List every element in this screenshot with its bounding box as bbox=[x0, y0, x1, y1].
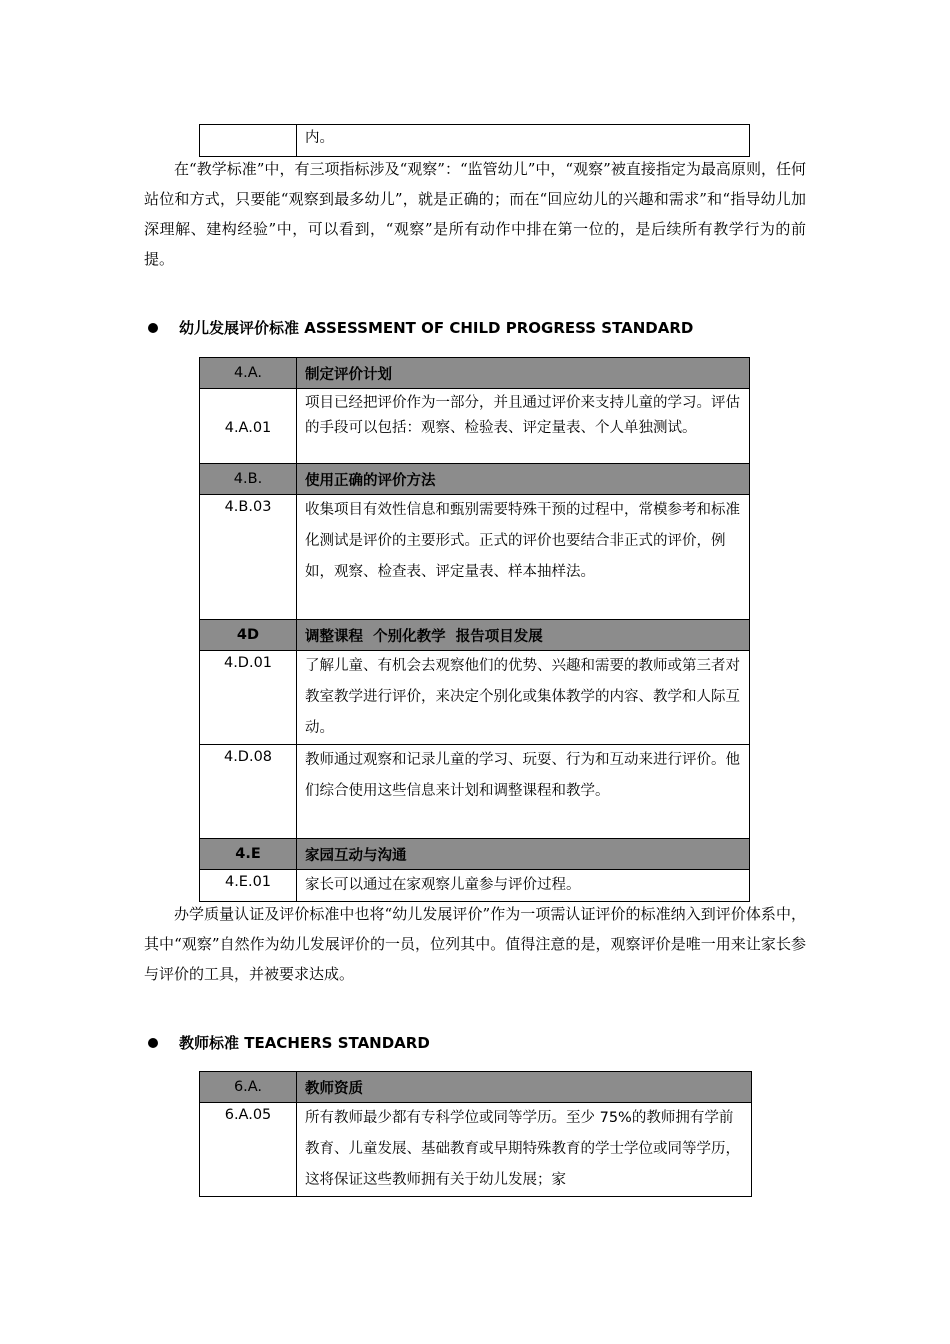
row-text: 所有教师最少都有专科学位或同等学历。至少 75%的教师拥有学前教育、儿童发展、基础教育或早期特殊教育的学士学位或同等学历，这将保证这些教师拥有关于幼儿发展；家 bbox=[297, 1103, 752, 1197]
table-row bbox=[200, 870, 750, 902]
header-code: 4.B. bbox=[200, 464, 297, 495]
bullet-icon bbox=[148, 323, 158, 333]
table-row bbox=[200, 745, 750, 839]
row-text: 收集项目有效性信息和甄别需要特殊干预的过程中，常模参考和标准化测试是评价的主要形式。正式的评价也要结合非正式的评价，例如，观察、检查表、评定量表、样本抽样法。 bbox=[297, 495, 750, 620]
row-code: 6.A.05 bbox=[200, 1103, 297, 1197]
paragraph-teaching-standard: 在“教学标准”中，有三项指标涉及“观察”：“监管幼儿”中，“观察”被直接指定为最高原则，任何站位和方式，只要能“观察到最多幼儿”，就是正确的；而在“回应幼儿的兴趣和需求”和“指导幼儿加深理解、建构经验”中，可以看到，“观察”是所有动作中排在第一位的，是后续所有教学行为的前提。 bbox=[144, 160, 806, 268]
table-row bbox=[200, 389, 750, 464]
bullet-icon bbox=[148, 1038, 158, 1048]
header-title: 教师资质 bbox=[297, 1072, 752, 1103]
header-code: 4D bbox=[200, 620, 297, 651]
assessment-standard-table bbox=[199, 357, 750, 902]
section-heading-assessment bbox=[148, 317, 693, 338]
top-fragment-table bbox=[199, 124, 750, 157]
row-text: 内。 bbox=[297, 125, 750, 157]
row-code: 4.E.01 bbox=[200, 870, 297, 902]
row-code: 4.A.01 bbox=[200, 389, 297, 464]
row-text: 项目已经把评价作为一部分，并且通过评价来支持儿童的学习。评估的手段可以包括：观察、检验表、评定量表、个人单独测试。 bbox=[297, 389, 750, 464]
table-header-row bbox=[200, 1072, 752, 1103]
row-text: 家长可以通过在家观察儿童参与评价过程。 bbox=[297, 870, 750, 902]
paragraph-certification: 办学质量认证及评价标准中也将“幼儿发展评价”作为一项需认证评价的标准纳入到评价体系中，其中“观察”自然作为幼儿发展评价的一员，位列其中。值得注意的是，观察评价是唯一用来让家长参与评价的工具，并被要求达成。 bbox=[144, 905, 806, 983]
header-title: 使用正确的评价方法 bbox=[297, 464, 750, 495]
table-header-row bbox=[200, 358, 750, 389]
teachers-standard-table bbox=[199, 1071, 752, 1197]
table-row bbox=[200, 1103, 752, 1197]
row-text: 教师通过观察和记录儿童的学习、玩耍、行为和互动来进行评价。他们综合使用这些信息来计划和调整课程和教学。 bbox=[297, 745, 750, 839]
table-row bbox=[200, 125, 750, 157]
table-row bbox=[200, 651, 750, 745]
section-title: 教师标准 TEACHERS STANDARD bbox=[179, 1034, 430, 1052]
row-text: 了解儿童、有机会去观察他们的优势、兴趣和需要的教师或第三者对教室教学进行评价，来决定个别化或集体教学的内容、教学和人际互动。 bbox=[297, 651, 750, 745]
header-title: 制定评价计划 bbox=[297, 358, 750, 389]
table-header-row bbox=[200, 620, 750, 651]
row-code bbox=[200, 125, 297, 157]
table-header-row bbox=[200, 464, 750, 495]
table-row bbox=[200, 495, 750, 620]
row-code: 4.B.03 bbox=[200, 495, 297, 620]
header-code: 4.A. bbox=[200, 358, 297, 389]
section-title: 幼儿发展评价标准 ASSESSMENT OF CHILD PROGRESS STANDARD bbox=[179, 319, 694, 337]
section-heading-teachers bbox=[148, 1032, 430, 1053]
header-code: 4.E bbox=[200, 839, 297, 870]
table-header-row bbox=[200, 839, 750, 870]
header-title: 调整课程 个别化教学 报告项目发展 bbox=[297, 620, 750, 651]
header-code: 6.A. bbox=[200, 1072, 297, 1103]
row-code: 4.D.08 bbox=[200, 745, 297, 839]
header-title: 家园互动与沟通 bbox=[297, 839, 750, 870]
row-code: 4.D.01 bbox=[200, 651, 297, 745]
